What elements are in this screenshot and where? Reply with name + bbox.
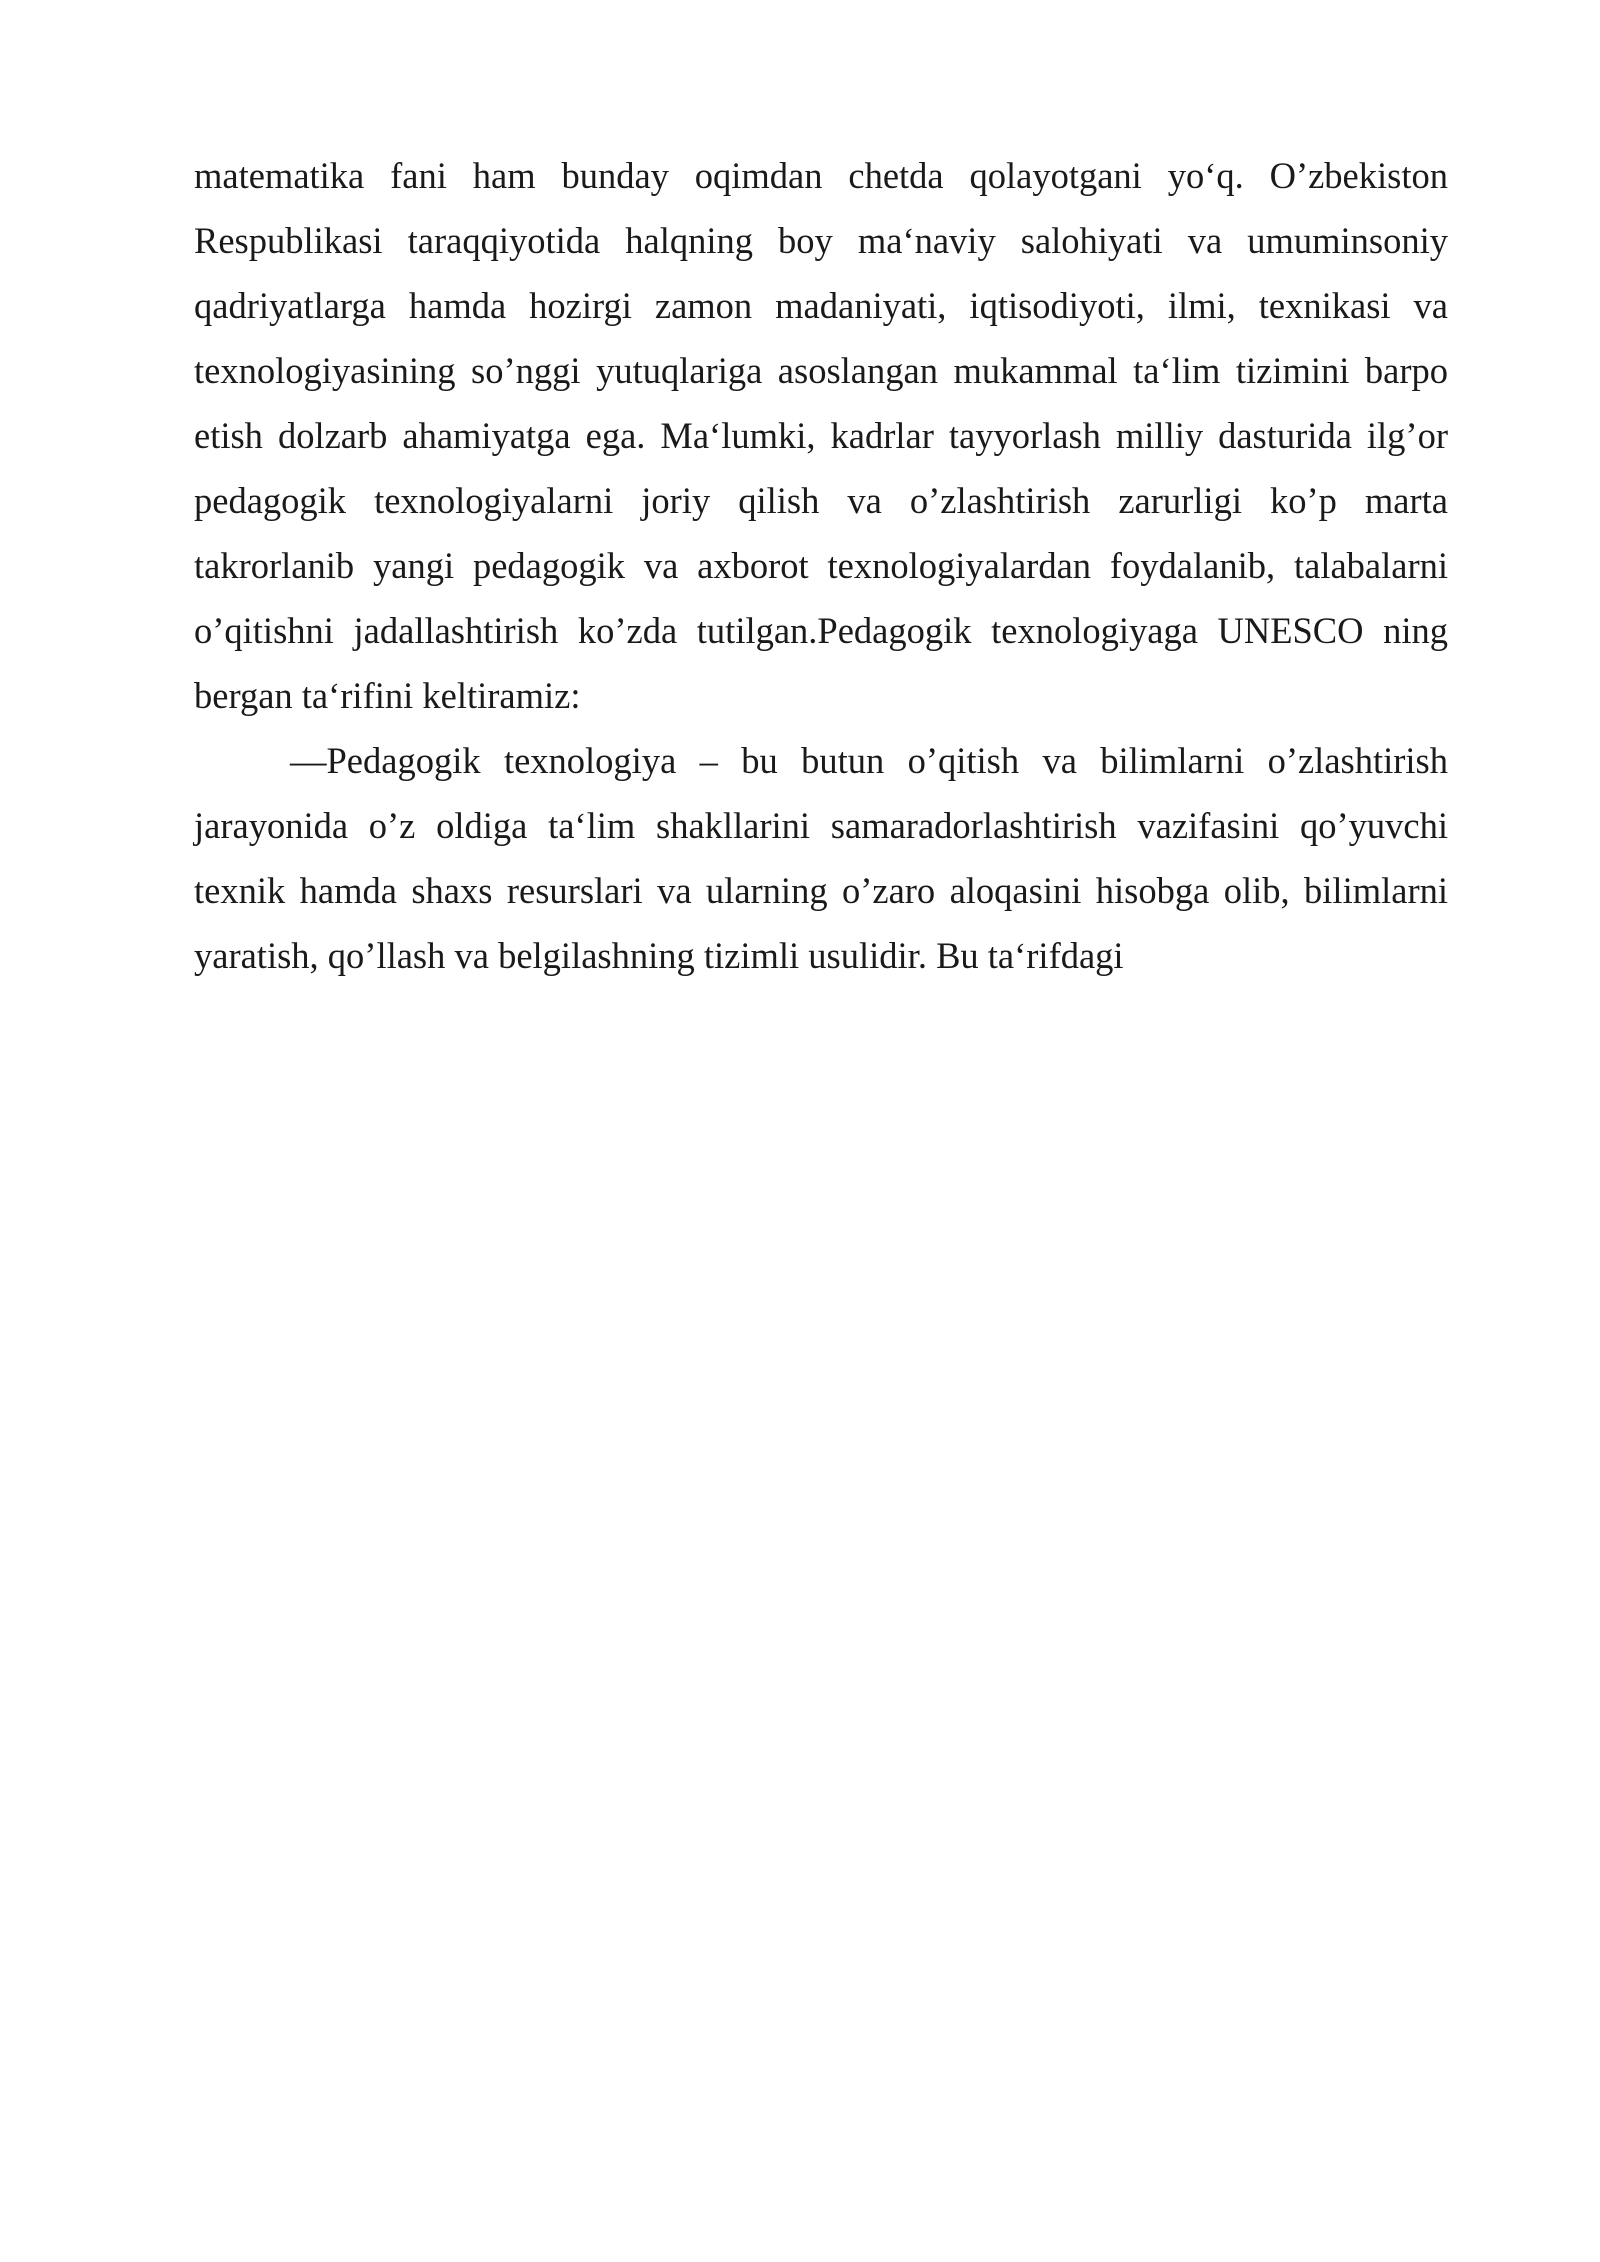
paragraph-intro: matematika fani ham bunday oqimdan chetda qolayotgani yo‘q. O’zbekiston Respublikasi taraqqiyotida halqning boy ma‘naviy salohiyati va umuminsoniy qadriyatlarga hamda hozirgi zamon madaniyati, iqtisodiyoti, ilmi, texnikasi va texnologiyasining so’nggi yutuqlariga asoslangan mukammal ta‘lim tizimini barpo etish dolzarb ahamiyatga ega. Ma‘lumki, kadrlar tayyorlash milliy dasturida ilg’or pedagogik texnologiyalarni joriy qilish va o’zlashtirish zarurligi ko’p marta takrorlanib yangi pedagogik va axborot texnologiyalardan foydalanib, talabalarni o’qitishni jadallashtirish ko’zda tutilgan.Pedagogik texnologiyaga UNESCO ning bergan ta‘rifini keltiramiz: [194,155,1448,716]
body-text [194,143,1448,988]
paragraph-definition: ―Pedagogik texnologiya – bu butun o’qitish va bilimlarni o’zlashtirish jarayonida o’z oldiga ta‘lim shakllarini samaradorlashtirish vazifasini qo’yuvchi texnik hamda shaxs resurslari va ularning o’zaro aloqasini hisobga olib, bilimlarni yaratish, qo’llash va belgilashning tizimli usulidir. Bu ta‘rifdagi [194,740,1448,976]
